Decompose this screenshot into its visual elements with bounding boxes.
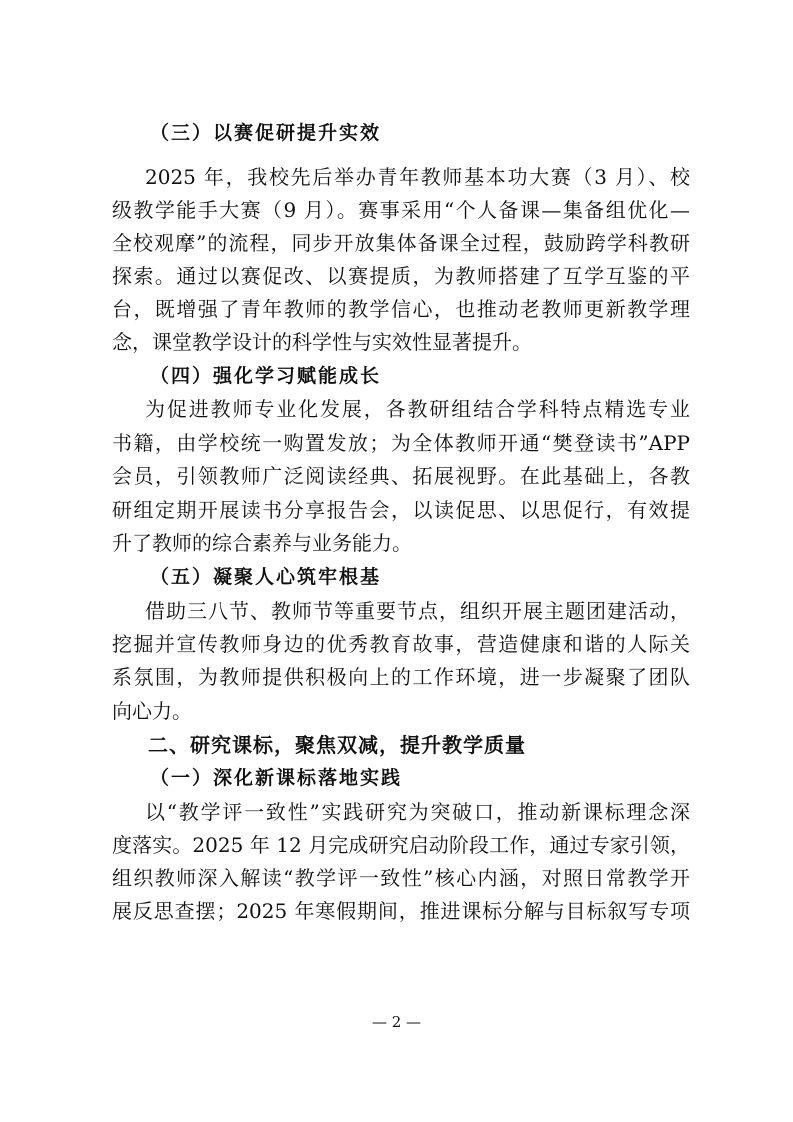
paragraph-line: 展反思查摆；2025 年寒假期间，推进课标分解与目标叙写专项 [112,899,690,923]
paragraph-line: 研组定期开展读书分享报告会，以读促思、以思促行，有效提 [112,498,690,522]
section-heading: （三）以赛促研提升实效 [150,122,382,144]
paragraph-line: 为促进教师专业化发展，各教研组结合学科特点精选专业 [145,397,690,421]
paragraph-line: 念，课堂教学设计的科学性与实效性显著提升。 [112,330,532,354]
paragraph-line: 2025 年，我校先后举办青年教师基本功大赛（3 月）、校 [145,165,690,189]
paragraph-line: 全校观摩”的流程，同步开放集体备课全过程，鼓励跨学科教研 [112,231,690,255]
paragraph-line: 组织教师深入解读“教学评一致性”核心内涵，对照日常教学开 [112,866,690,890]
paragraph-line: 升了教师的综合素养与业务能力。 [112,531,412,555]
paragraph-line: 级教学能手大赛（9 月）。赛事采用“个人备课—集备组优化— [112,198,690,222]
paragraph-line: 探索。通过以赛促改、以赛提质，为教师搭建了互学互鉴的平 [112,264,690,288]
chapter-heading: 二、研究课标，聚焦双减，提升教学质量 [148,733,526,757]
paragraph-line: 系氛围，为教师提供积极向上的工作环境，进一步凝聚了团队 [112,665,690,689]
paragraph-line: 挖掘并宣传教师身边的优秀教育故事，营造健康和谐的人际关 [112,632,690,656]
paragraph-line: 度落实。2025 年 12 月完成研究启动阶段工作，通过专家引领， [112,833,690,857]
paragraph-line: 台，既增强了青年教师的教学信心，也推动老教师更新教学理 [112,297,690,321]
section-heading: （五）凝聚人心筑牢根基 [150,566,382,588]
paragraph-line: 书籍，由学校统一购置发放；为全体教师开通“樊登读书”APP [112,431,690,455]
paragraph-line: 借助三八节、教师节等重要节点，组织开展主题团建活动， [145,599,690,623]
paragraph-line: 会员，引领教师广泛阅读经典、拓展视野。在此基础上，各教 [112,464,690,488]
section-heading: （一）深化新课标落地实践 [150,767,403,789]
paragraph-line: 以“教学评一致性”实践研究为突破口，推动新课标理念深 [145,800,690,824]
paragraph-line: 向心力。 [112,699,192,723]
page-number: — 2 — [371,1013,422,1031]
section-heading: （四）强化学习赋能成长 [150,365,382,387]
